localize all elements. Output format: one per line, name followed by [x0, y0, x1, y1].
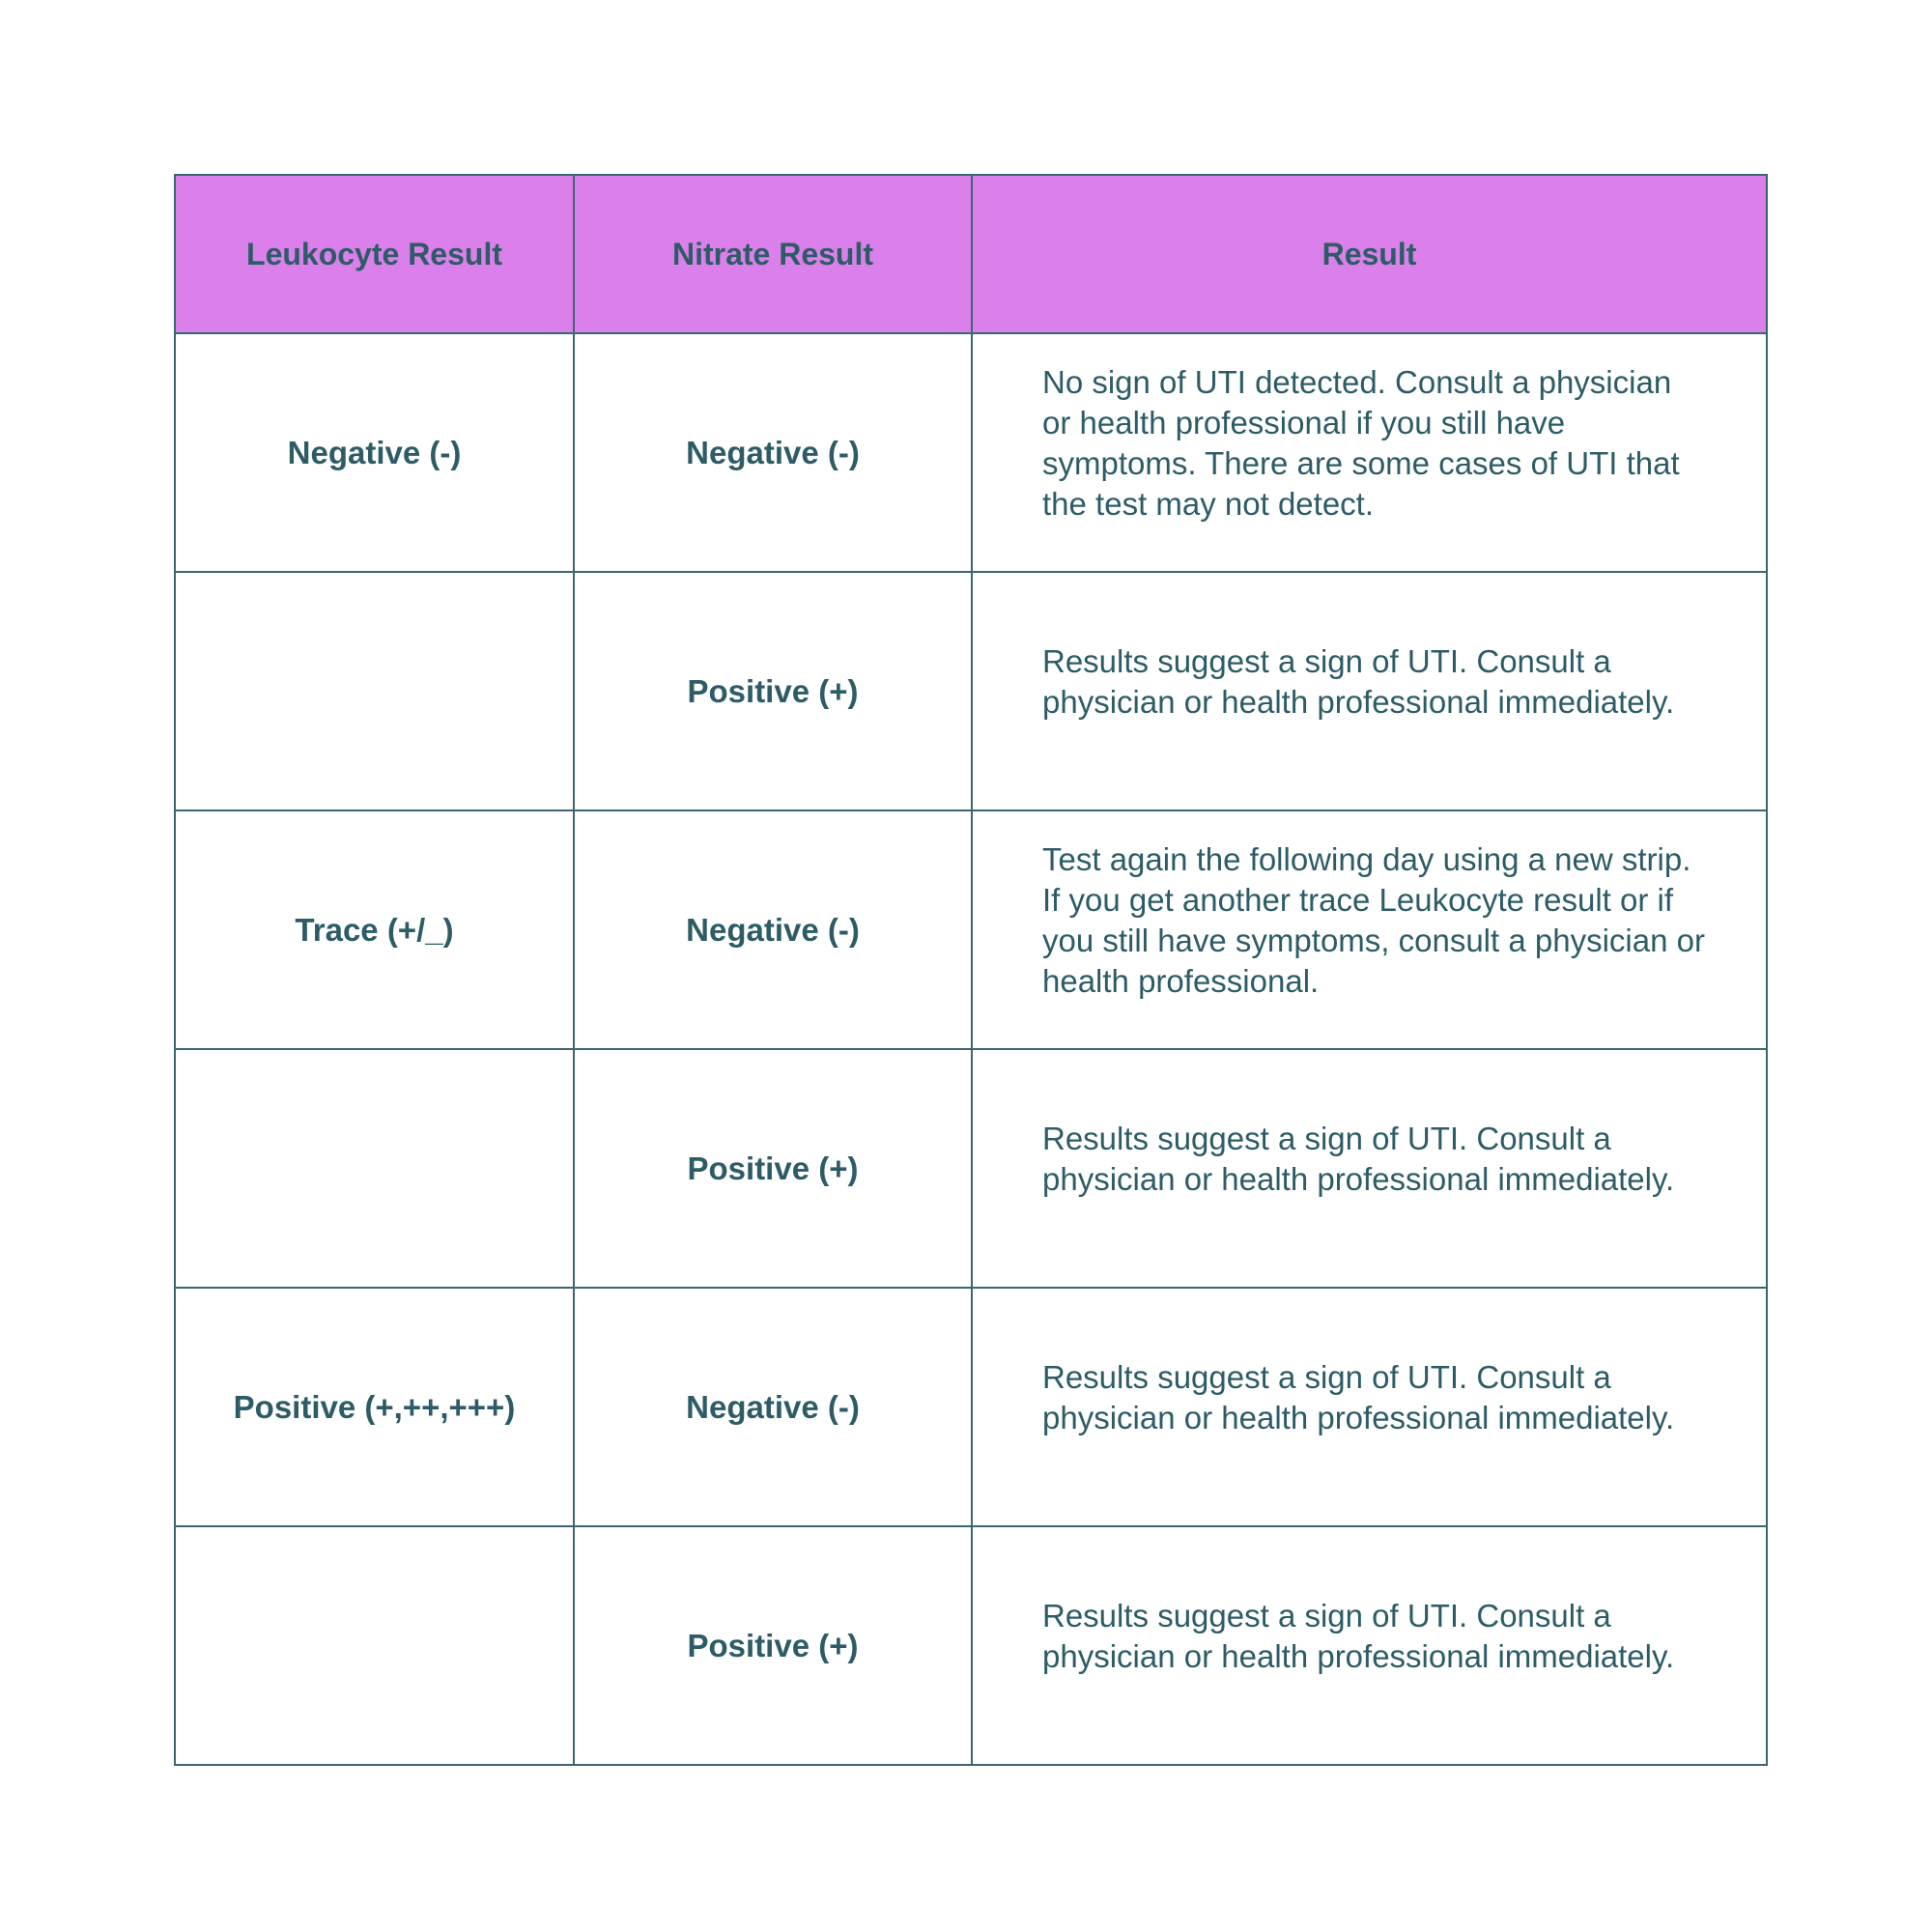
nitrate-cell: Positive (+)	[574, 1049, 972, 1288]
leukocyte-cell	[175, 1049, 574, 1288]
result-text: Test again the following day using a new strip. If you get another trace Leukocyte result or if you still have symptoms, consult a physician or health professional.	[1042, 840, 1705, 999]
table-row	[175, 1049, 1767, 1288]
result-cell	[972, 572, 1767, 810]
leukocyte-cell: Negative (-)	[175, 333, 574, 572]
header-result: Result	[972, 175, 1767, 333]
uti-results-table	[174, 174, 1768, 1766]
table-row	[175, 810, 1767, 1049]
result-text: Results suggest a sign of UTI. Consult a physician or health professional immediately.	[1042, 1120, 1675, 1197]
result-cell	[972, 1049, 1767, 1288]
table-body	[175, 333, 1767, 1765]
result-text: Results suggest a sign of UTI. Consult a physician or health professional immediately.	[1042, 1597, 1675, 1674]
nitrate-cell: Negative (-)	[574, 1288, 972, 1526]
result-cell	[972, 1288, 1767, 1526]
nitrate-cell: Negative (-)	[574, 333, 972, 572]
nitrate-cell: Negative (-)	[574, 810, 972, 1049]
leukocyte-cell	[175, 572, 574, 810]
table-row	[175, 572, 1767, 810]
leukocyte-cell	[175, 1526, 574, 1765]
result-cell	[972, 1526, 1767, 1765]
table-row	[175, 1288, 1767, 1526]
result-text: Results suggest a sign of UTI. Consult a physician or health professional immediately.	[1042, 642, 1675, 720]
header-row	[175, 175, 1767, 333]
result-text: Results suggest a sign of UTI. Consult a physician or health professional immediately.	[1042, 1358, 1675, 1435]
header-nitrate-result: Nitrate Result	[574, 175, 972, 333]
table-header	[175, 175, 1767, 333]
result-text: No sign of UTI detected. Consult a physician or health professional if you still have symptoms. There are some cases of UTI that the test may not detect.	[1042, 363, 1680, 522]
nitrate-cell: Positive (+)	[574, 572, 972, 810]
result-cell	[972, 810, 1767, 1049]
header-leukocyte-result: Leukocyte Result	[175, 175, 574, 333]
leukocyte-cell: Trace (+/_)	[175, 810, 574, 1049]
leukocyte-cell: Positive (+,++,+++)	[175, 1288, 574, 1526]
table-row	[175, 333, 1767, 572]
result-cell	[972, 333, 1767, 572]
table-row	[175, 1526, 1767, 1765]
nitrate-cell: Positive (+)	[574, 1526, 972, 1765]
